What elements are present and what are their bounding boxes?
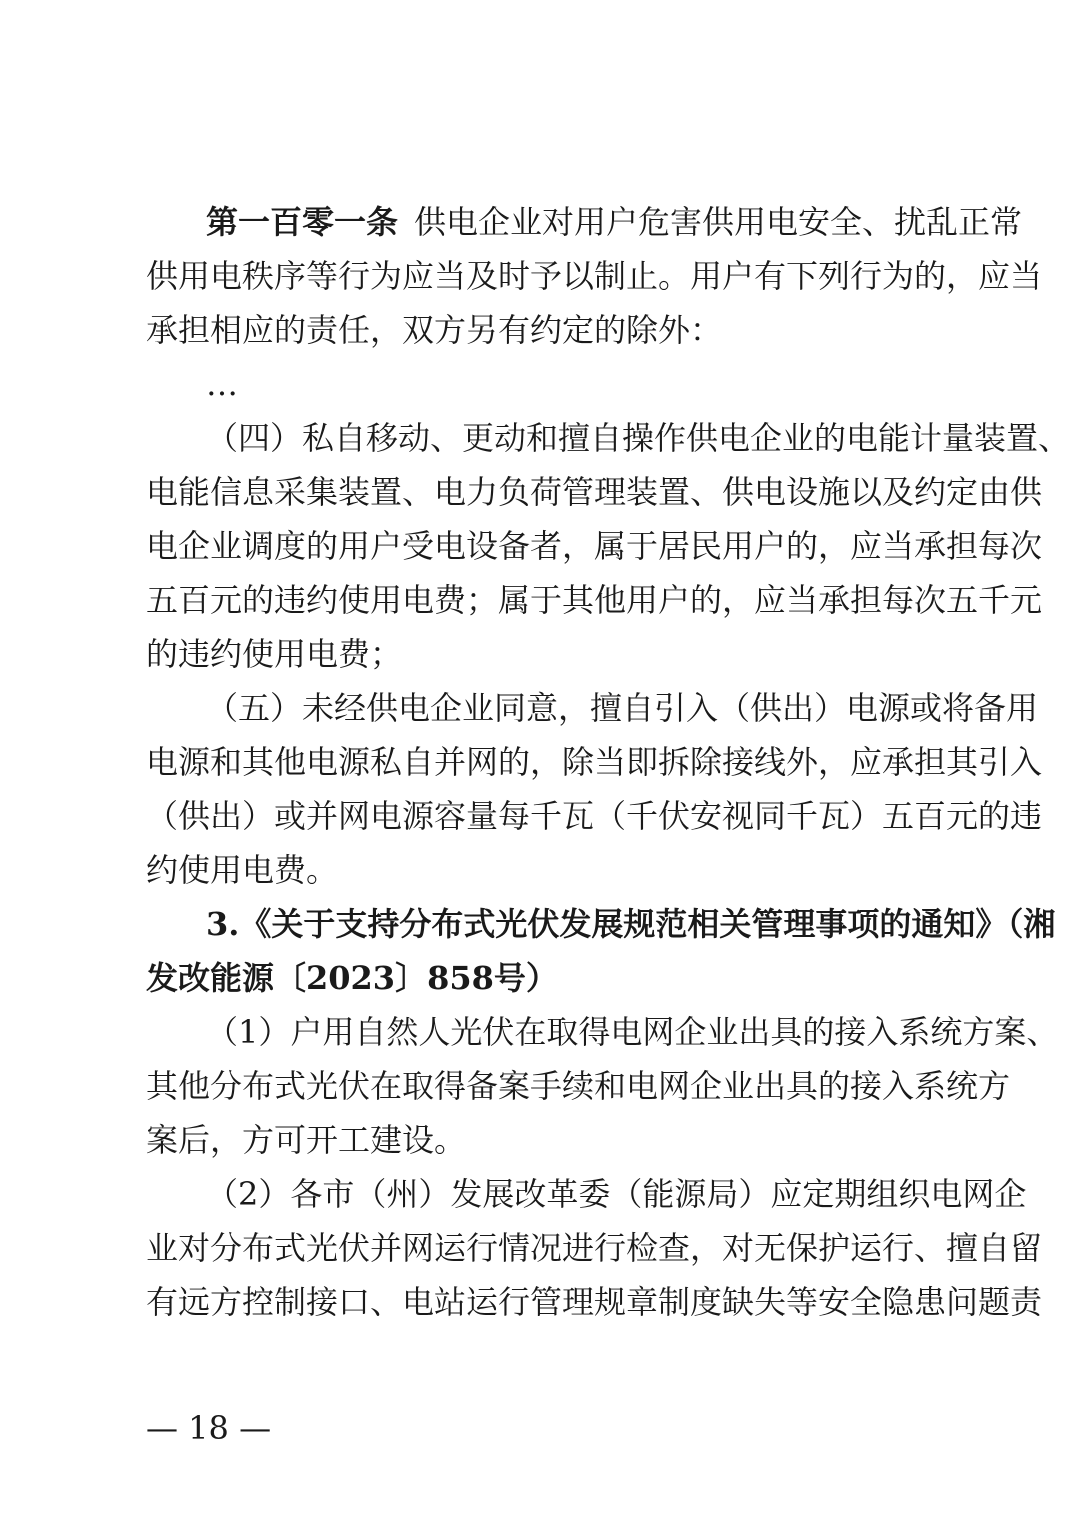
item5-line-3: （供出）或并网电源容量每千瓦（千伏安视同千瓦）五百元的违 (146, 797, 1043, 835)
item4-line-4: 五百元的违约使用电费；属于其他用户的，应当承担每次五千元 (146, 581, 1043, 619)
item5-line-4: 约使用电费。 (146, 851, 339, 889)
item4-line-5: 的违约使用电费； (146, 635, 403, 673)
article-title: 第一百零一条 (206, 203, 399, 241)
section3-heading-line-2: 发改能源〔2023〕858号） (146, 959, 558, 997)
article-text: 供电企业对用户危害供用电安全、扰乱正常 (414, 203, 1023, 241)
item4-line-2: 电能信息采集装置、电力负荷管理装置、供电设施以及约定由供 (146, 473, 1043, 511)
article-line-3: 承担相应的责任，双方另有约定的除外： (146, 311, 723, 349)
item5-line-2: 电源和其他电源私自并网的，除当即拆除接线外，应承担其引入 (146, 743, 1043, 781)
para2-line-1: （2）各市（州）发展改革委（能源局）应定期组织电网企 (206, 1175, 1027, 1213)
para1-line-2: 其他分布式光伏在取得备案手续和电网企业出具的接入系统方 (146, 1067, 1011, 1105)
item4-line-1: （四）私自移动、更动和擅自操作供电企业的电能计量装置、 (206, 419, 1071, 457)
article-line-1 (206, 202, 1023, 246)
item4-line-3: 电企业调度的用户受电设备者，属于居民用户的，应当承担每次 (146, 527, 1043, 565)
para2-line-3: 有远方控制接口、电站运行管理规章制度缺失等安全隐患问题责 (146, 1283, 1043, 1321)
para1-line-1: （1）户用自然人光伏在取得电网企业出具的接入系统方案、 (206, 1013, 1059, 1051)
para2-line-2: 业对分布式光伏并网运行情况进行检查，对无保护运行、擅自留 (146, 1229, 1043, 1267)
section3-heading-line-1: 3.《关于支持分布式光伏发展规范相关管理事项的通知》（湘 (206, 905, 1056, 943)
page-number: — 18 — (146, 1409, 272, 1447)
article-line-2: 供用电秩序等行为应当及时予以制止。用户有下列行为的，应当 (146, 257, 1043, 295)
ellipsis: … (206, 365, 238, 403)
para1-line-3: 案后，方可开工建设。 (146, 1121, 467, 1159)
item5-line-1: （五）未经供电企业同意，擅自引入（供出）电源或将备用 (206, 689, 1039, 727)
